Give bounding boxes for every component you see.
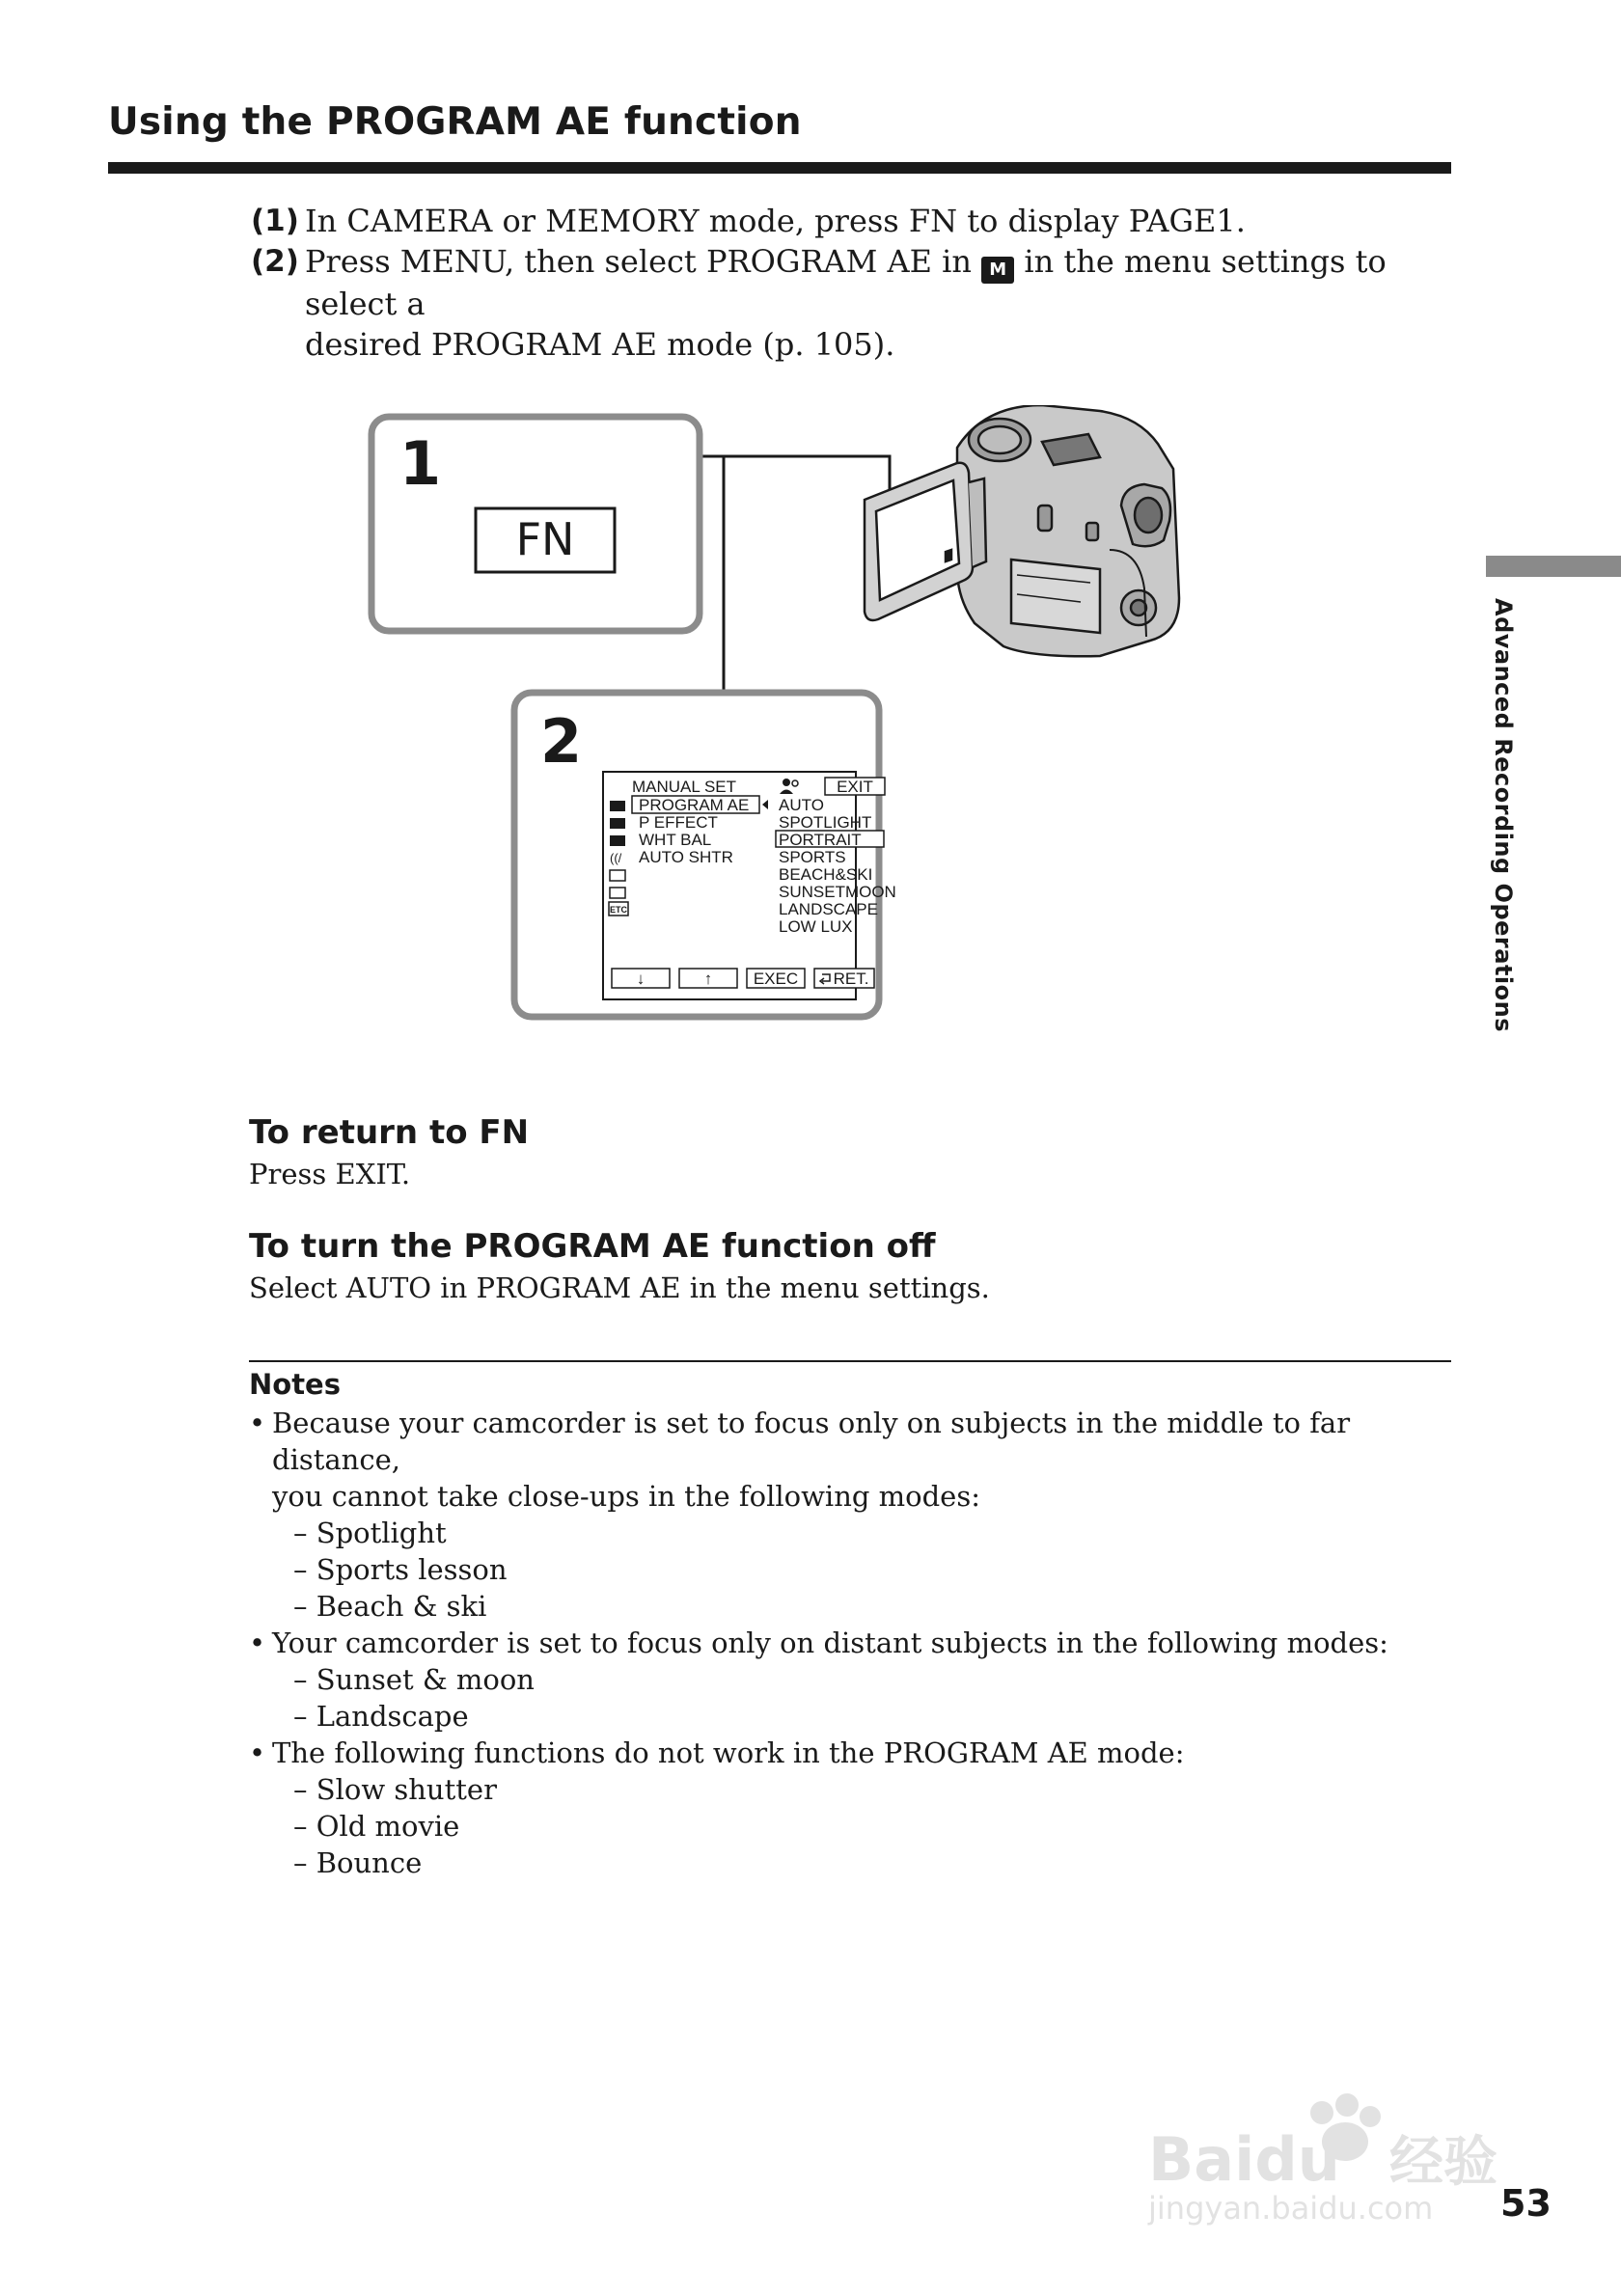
connector-lines (701, 456, 890, 695)
section-tab-label: Advanced Recording Operations (1490, 598, 1517, 1033)
note-sub-item: – Sports lesson (293, 1553, 508, 1586)
manual-set-icon (610, 801, 625, 811)
mode-landscape: LANDSCAPE (779, 900, 878, 918)
exit-label: EXIT (837, 778, 873, 796)
box-1-number: 1 (399, 428, 442, 499)
section-tab-bar (1486, 556, 1621, 577)
note-item: • Your camcorder is set to focus only on distant subjects in the following modes: – Sunset & moon – Landscape (249, 1625, 1455, 1735)
watermark-brand: Baidu (1148, 2124, 1340, 2195)
note-sub-item: – Spotlight (293, 1517, 447, 1549)
title-rule (108, 162, 1451, 174)
return-label: RET. (833, 970, 869, 988)
note-sub-item: – Old movie (293, 1810, 460, 1843)
mode-auto: AUTO (779, 796, 824, 814)
menu-item-program-ae: PROGRAM AE (639, 796, 750, 814)
step-number: (1) (251, 204, 299, 238)
mode-portrait: PORTRAIT (779, 831, 862, 849)
baidu-watermark (1139, 2084, 1563, 2228)
page-number: 53 (1500, 2182, 1552, 2225)
menu-item-p-effect: P EFFECT (639, 813, 718, 832)
exec-label: EXEC (753, 970, 799, 988)
etc-label: ETC (610, 905, 627, 915)
watermark-cn: 经验 (1389, 2131, 1497, 2194)
menu-header: MANUAL SET (632, 778, 737, 796)
camcorder-illustration (865, 405, 1179, 656)
mode-sports: SPORTS (779, 848, 846, 866)
note-item: • The following functions do not work in the PROGRAM AE mode: – Slow shutter – Old movie – Bounce (249, 1735, 1455, 1881)
box-2-number: 2 (540, 706, 583, 777)
fn-label: FN (515, 513, 575, 565)
notes-list (249, 1405, 1455, 1881)
note-sub-item: – Bounce (293, 1846, 423, 1879)
mode-sunset-moon: SUNSETMOON (779, 883, 896, 901)
note-sub-item: – Landscape (293, 1700, 469, 1733)
mode-spotlight: SPOTLIGHT (779, 813, 872, 832)
step-text: In CAMERA or MEMORY mode, press FN to display PAGE1. (305, 203, 1246, 239)
lcd-set-icon: ((/ (610, 851, 622, 865)
step-number: (2) (251, 244, 299, 279)
step-2 (251, 241, 1457, 363)
section-tab (1474, 598, 1532, 1033)
notes-title: Notes (249, 1368, 341, 1401)
menu-item-wht-bal: WHT BAL (639, 831, 712, 849)
camera-set-icon (610, 818, 625, 829)
off-heading: To turn the PROGRAM AE function off (249, 1227, 936, 1266)
note-item: • Because your camcorder is set to focus only on subjects in the middle to far distance, you cannot take close-ups in the following modes: – Spotlight – Sports lesson – Beach & ski (249, 1405, 1455, 1625)
vcr-set-icon (610, 835, 625, 846)
step-text: Press MENU, then select PROGRAM AE in M in the menu settings to select a desired PROGRAM AE mode (p. 105). (305, 243, 1387, 363)
note-sub-item: – Sunset & moon (293, 1663, 535, 1696)
note-sub-item: – Slow shutter (293, 1773, 497, 1806)
off-text: Select AUTO in PROGRAM AE in the menu settings. (249, 1271, 990, 1304)
menu-item-auto-shtr: AUTO SHTR (639, 848, 733, 866)
notes-rule (249, 1360, 1451, 1362)
watermark-url: jingyan.baidu.com (1148, 2190, 1434, 2227)
mode-beach-ski: BEACH&SKI (779, 865, 873, 884)
return-heading: To return to FN (249, 1113, 530, 1152)
menu-screen (603, 772, 896, 999)
page-title: Using the PROGRAM AE function (108, 100, 802, 144)
camcorder-figure (367, 405, 1196, 1032)
note-sub-item: – Beach & ski (293, 1590, 487, 1623)
up-arrow-icon: ↑ (703, 970, 713, 988)
down-arrow-icon: ↓ (636, 970, 646, 988)
mode-low-lux: LOW LUX (779, 917, 853, 936)
manual-menu-icon: M (981, 257, 1014, 284)
return-text: Press EXIT. (249, 1158, 411, 1190)
